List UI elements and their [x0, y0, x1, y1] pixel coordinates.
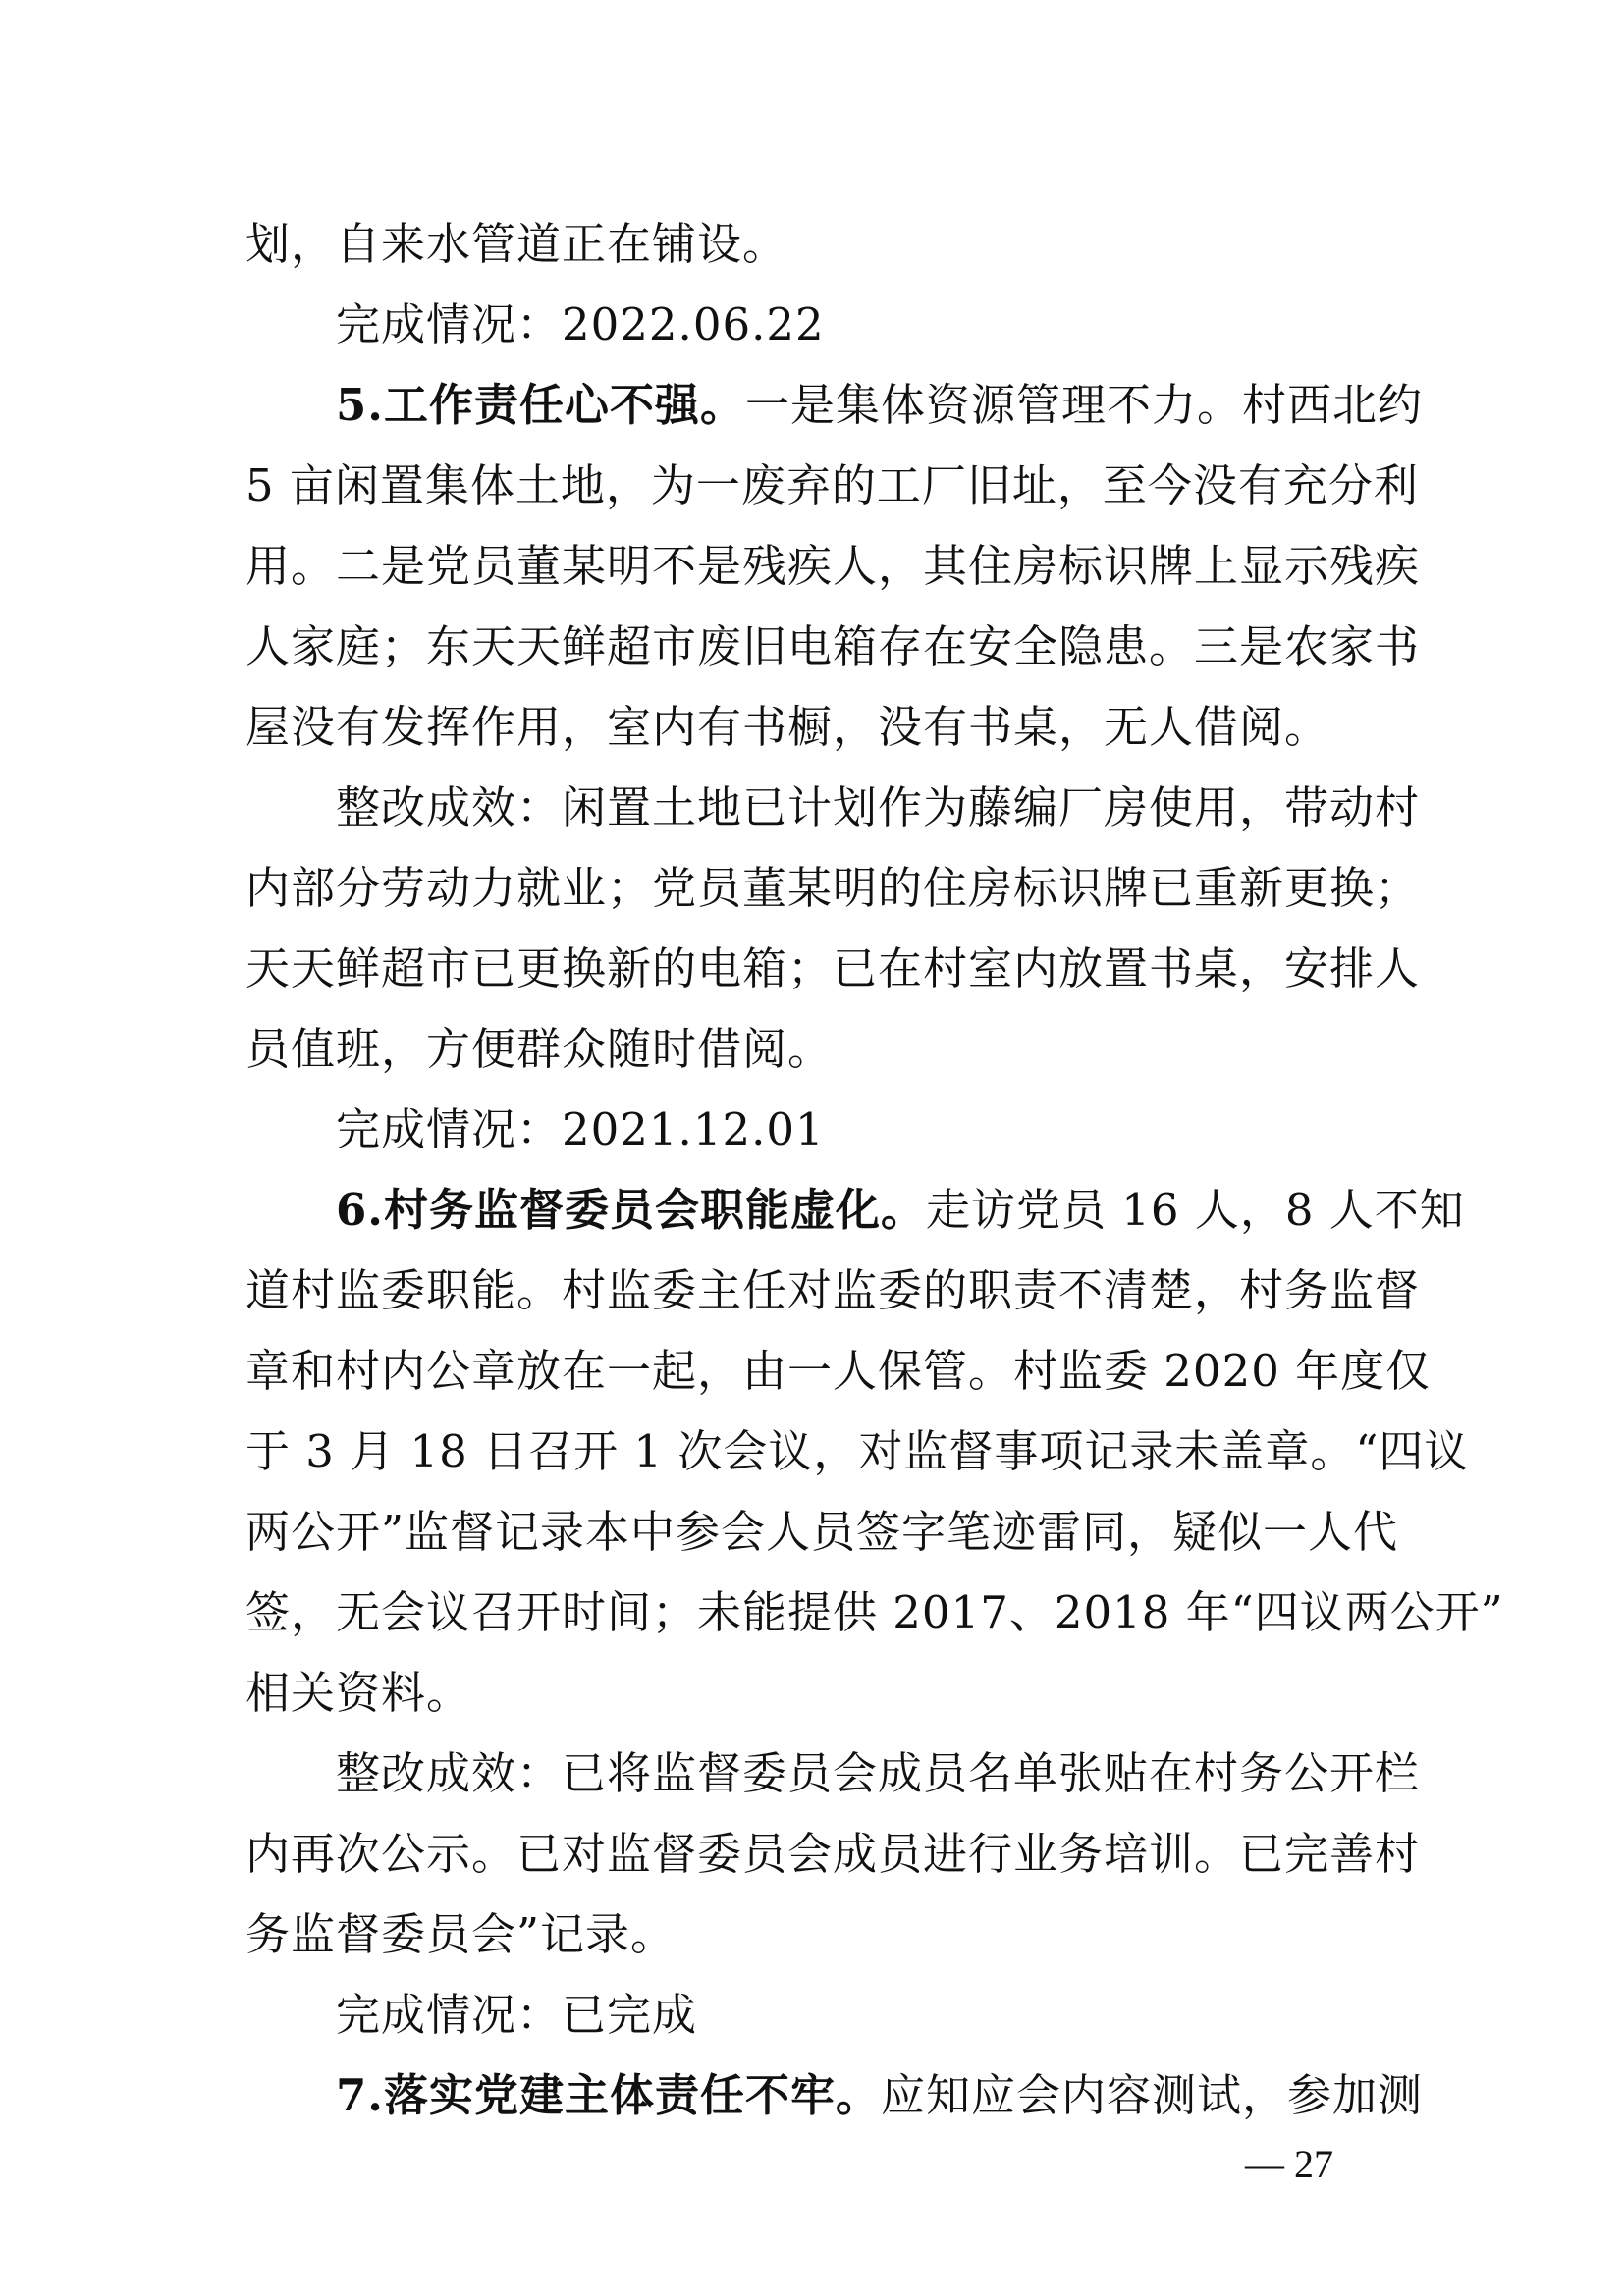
paragraph-line: 内再次公示。已对监督委员会成员进行业务培训。已完善村: [245, 1828, 1421, 1880]
document-body: [245, 204, 1504, 2136]
paragraph-line: 5 亩闲置集体土地，为一废弃的工厂旧址，至今没有充分利: [245, 459, 1419, 511]
paragraph-line: [245, 2056, 1423, 2136]
section-heading: 6.村务监督委员会职能虚化。: [336, 1184, 926, 1236]
paragraph-line: 用。二是党员董某明不是残疾人，其住房标识牌上显示残疾: [245, 540, 1421, 592]
section-heading: 7.落实党建主体责任不牢。: [336, 2069, 881, 2121]
paragraph-line: 内部分劳动力就业；党员董某明的住房标识牌已重新更换；: [245, 862, 1421, 914]
paragraph-line: 务监督委员会”记录。: [245, 1908, 677, 1960]
paragraph-text: 走访党员 16 人，8 人不知: [925, 1184, 1465, 1236]
paragraph-line: [245, 1170, 1465, 1251]
paragraph-line: 屋没有发挥作用，室内有书橱，没有书桌，无人借阅。: [245, 701, 1330, 753]
paragraph-line: [245, 365, 1423, 446]
completion-status: 完成情况：2021.12.01: [336, 1103, 825, 1155]
completion-status: 完成情况：已完成: [336, 1989, 698, 2041]
paragraph-line: 两公开”监督记录本中参会人员签字笔迹雷同，疑似一人代: [245, 1506, 1399, 1558]
paragraph-line: 章和村内公章放在一起，由一人保管。村监委 2020 年度仅: [245, 1345, 1432, 1397]
paragraph-line: 道村监委职能。村监委主任对监委的职责不清楚，村务监督: [245, 1264, 1421, 1316]
paragraph-line: 签，无会议召开时间；未能提供 2017、2018 年“四议两公开”: [245, 1586, 1504, 1638]
paragraph-line: 员值班，方便群众随时借阅。: [245, 1023, 834, 1075]
section-heading: 5.工作责任心不强。: [336, 379, 745, 431]
paragraph-line: 人家庭；东天天鲜超市废旧电箱存在安全隐患。三是农家书: [245, 620, 1421, 672]
completion-status: 完成情况：2022.06.22: [336, 298, 825, 350]
paragraph-text: 一是集体资源管理不力。村西北约: [744, 379, 1423, 431]
paragraph-text: 应知应会内容测试，参加测: [880, 2069, 1423, 2121]
paragraph-line: 整改成效：已将监督委员会成员名单张贴在村务公开栏: [336, 1747, 1421, 1799]
paragraph-line: 整改成效：闲置土地已计划作为藤编厂房使用，带动村: [336, 781, 1421, 833]
paragraph-line: 相关资料。: [245, 1667, 472, 1719]
paragraph-line: 天天鲜超市已更换新的电箱；已在村室内放置书桌，安排人: [245, 942, 1421, 994]
paragraph-line: 于 3 月 18 日召开 1 次会议，对监督事项记录未盖章。“四议: [245, 1425, 1470, 1477]
paragraph-line: 划，自来水管道正在铺设。: [245, 218, 788, 270]
page-number: — 27: [1245, 2142, 1333, 2186]
